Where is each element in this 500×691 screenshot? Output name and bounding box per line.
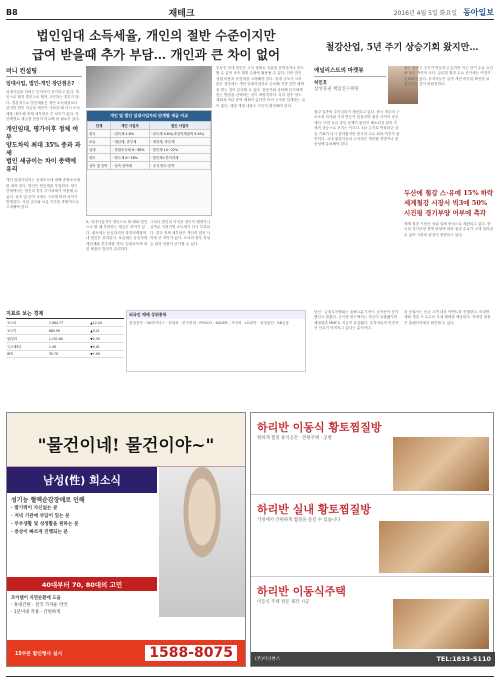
- ad-tagline: 편하게 찜질 휴식공간 · 전원주택 · 공방: [257, 436, 332, 441]
- issue-date: 2016년 4월 5일 화요일: [393, 10, 458, 17]
- column-kicker: 머니 컨설팅: [6, 66, 82, 77]
- article-column-3: 그러나 법인의 이익을 개인이 배당이나 급여로 가져가면 소득세가 다시 부과된다. 결국 전체 세부담은 개인과 법인 사이에 큰 차이가 없다. 오히려 장부 작성 등 관리 비용이 증가할 수 있다.: [150, 220, 211, 246]
- article-column-1: [6, 66, 82, 211]
- tax-comparison-table: [86, 110, 212, 216]
- subheading-1: 개인임대, 평가이후 정체 여부 양도차익 최대 35% 중과 과세 법인 세금이는 차이 중액에 유리: [6, 126, 81, 174]
- ad-red-banner: 40대부터 70, 80대의 고민: [7, 577, 157, 591]
- ad-phone-number: TEL:1833-5110: [436, 655, 491, 663]
- table-row: 코스닥 685.99 ▲3.21: [6, 327, 124, 335]
- ad-phone-number: 1588-8075: [145, 645, 237, 661]
- article-column-4: 부동산 임대 법인은 주식 형태로 지분을 증여하거나 양도할 수 있어 상속 계획 수립에 활용될 수 있다. 다만 법인 설립 비용과 운영비를 고려해야 한다. 임대 규모가 크지 않은 경우에는 개인 임대사업자로 등록해 각종 감면 혜택을 받는 것이 유리할 수 있다. 전문가와 상담해 본인에게 맞는 방법을 선택하는 것이 바람직하다. 특히 향후 양도 계획과 자녀 증여 계획이 있다면 미리 구조를 설계하는 것이 좋다. 세법 개정 내용도 꾸준히 확인해야 한다.: [216, 66, 305, 108]
- ad-product-photo: [379, 521, 489, 573]
- table-header: 개인 사업자: [111, 122, 149, 130]
- headline-line-1: 법인임대 소득세율, 개인의 절반 수준이지만: [36, 28, 276, 43]
- table-row: 임대 · 종합소득세 6~38% · 법인세 10~22%: [88, 146, 211, 154]
- section-title: 재테크: [168, 9, 195, 19]
- ad-headline: "물건이네! 물건이야~": [7, 413, 245, 467]
- ad-phone-bar: [7, 640, 245, 666]
- table-row: 상속 및 증여 · 상속·증여세 · 주식 양도·증여: [88, 162, 211, 170]
- side-subheading: [404, 188, 494, 218]
- ad-pharmacy-info: 조이템이 자연순환에 도움 · 휴대간편 · 전국 가까운 약국 · 1분이내 착용 · 간편하게: [11, 596, 68, 615]
- advertisement-sauna: [250, 412, 494, 667]
- side-article-body: 철강 업종의 투자심리가 개선되고 있다. 중국 정부의 구조조정 의지와 가격 반등이 맞물리며 철강 가격이 상승세다. 다만 공급 과잉 문제가 완전히 해소되지 않아 추세적 상승으로 보기는 이르다. 5년 주기로 반복되던 상승 기회가 다시 찾아왔지만 중국의 수요 회복 여부가 관건이다. 국내 철강사들의 수익성은 개선될 전망이나 변동성에 유의해야 한다.: [314, 110, 400, 147]
- page-bottom-rule: [6, 676, 494, 677]
- side-sub-line: 세계철강 시장서 빅3에 50%: [404, 199, 488, 207]
- table-header: 법인 사업자: [149, 122, 210, 130]
- article-body: 임대사업을 하려는 투자자가 증가하고 있다. 개인으로 할지 법인으로 할지 고민하는 경우가 많다. 결론적으로 법인세율은 개인 소득세율보다 낮지만 법인 자금을 개인이 가져갈 때 다시 소득세를 내야 해 전체 세부담은 큰 차이가 없다. 각 단계별로 세금을 꼼꼼히 비교해 볼 필요가 있다.: [6, 90, 80, 122]
- ad-product-photo: [393, 437, 489, 491]
- table-row: 국고채3년 1.49 ▼0.01: [6, 343, 124, 351]
- table-row: 양도 · 양도세 6~38% · 법인세+추가과세: [88, 154, 211, 162]
- side-article-body-2: 최근 철강주 주가가 반등하고 있지만 이는 단기 수급 요인에 따른 측면이 크다. 글로벌 철강 수요 증가세는 여전히 둔화되어 있다. 투자자들은 실적 개선 여부를 확인한 뒤 접근하는 것이 바람직하다.: [404, 66, 493, 87]
- index-box-title: 지표로 보는 경제: [6, 310, 124, 319]
- ad-promo-label: 15쿠폰 할인행사 실시: [15, 651, 63, 657]
- lower-article-1: 단신 · 금융투자협회는 올해 1분기 펀드 순자산이 증가했다고 밝혔다. 주식형 펀드에서는 자금이 유출됐지만 채권형과 MMF로 자금이 유입됐다. 투자자들의 안전자산 선호가 이어지고 있다는 분석이다.: [314, 310, 399, 331]
- lower-article-2: 한 증권사는 신규 고객 대상 이벤트를 진행한다. 비대면 계좌 개설 시 수수료 우대 혜택을 제공한다. 자세한 내용은 홈페이지에서 확인할 수 있다.: [404, 310, 491, 325]
- market-data-box: [126, 310, 306, 372]
- ad-product-photo: [393, 599, 489, 649]
- main-headline: [6, 26, 306, 64]
- table-row: 코스피 1,984.77 ▲12.44: [6, 319, 124, 327]
- ad-tagline: 가정에서 간편하게 찜질을 즐길 수 있습니다: [257, 518, 341, 523]
- table-row: 취득 · 취득세 4.6% · 취득세 4.6%(과밀억제권역 9.4%): [88, 130, 211, 138]
- market-box-body: 삼성전자 · SK하이닉스 · 현대차 · 한국전력 · POSCO · NAVER · 기아차 · LG화학 · 삼성물산 · KB금융: [129, 321, 290, 325]
- ad-model-photo: [159, 467, 245, 617]
- side-article-body-3: 세계 철강 시장은 상위 업체 중심으로 재편되고 있다. 중국의 경기부양 정책 방향에 따라 철강 수요가 크게 달라질 수 있어 시장의 관심이 집중되고 있다.: [404, 222, 493, 237]
- table-row: 원/달러 1,151.60 ▼2.30: [6, 335, 124, 343]
- article-column-2: A. 임대사업자가 개인으로 할 때와 법인으로 할 때 부담하는 세금은 차이가 있다. 취득세는 동일하지만 과밀억제권역 내 법인은 중과된다. 보유세는 동일하게 재산세와 종부세를 낸다. 임대소득에 대한 세율은 법인이 유리하다.: [86, 220, 148, 252]
- economic-index-box: [6, 310, 124, 358]
- headline-line-2: 급여 받을때 추가 부담… 개인과 큰 차이 없어: [31, 47, 281, 62]
- side-sub-line: 시진핑 경기부양 어부에 촉각: [404, 209, 487, 217]
- ad-tagline: 이동식 주택 전문 제작 시공: [257, 600, 310, 605]
- page-header: [6, 6, 494, 20]
- table-header: 단계: [88, 122, 111, 130]
- analyst-name: 허민호: [314, 81, 328, 86]
- advertisement-health: [6, 412, 246, 667]
- ad-company: (주)이너뷰스: [255, 657, 281, 662]
- page-number: B8: [6, 8, 18, 17]
- ad-title: 하리반 이동식주택: [257, 585, 346, 598]
- ad-band: 남성(性) 희소식: [7, 467, 157, 493]
- market-box-title: 외국인 매매 상위종목: [127, 311, 305, 319]
- question-title: 임대사업, 법인-개인 장단점은?: [6, 81, 75, 87]
- article-photo: [86, 66, 212, 108]
- article-body: 개인 임대사업자는 임대소득에 대해 종합소득세를 내야 한다. 법인은 법인세를 부담한다. 양도 단계에서는 법인의 경우 추가과세가 적용될 수 있다. 상속 및 증여 시에도 구조에 따라 차이가 발생한다. 사업 규모와 보유 기간을 종합적으로 고려해야 한다.: [6, 178, 80, 210]
- side-headline: 철강산업, 5년 주기 상승기회 왔지만…: [325, 43, 479, 53]
- profile-title: 애널리스트의 마켓뷰: [314, 66, 386, 77]
- paper-logo: 동아일보: [463, 8, 494, 17]
- side-sub-line: 두산에 철강 스·유예 15% 하락: [404, 189, 494, 197]
- ad-body: 성기능 혈액순감장애로 인해 · 발기력이 자신없는 분 · 저녁 기관에 부담이 있는 분 · 부부생활 및 성생활을 원하는 분 · 증상이 빠르게 진행되는 분: [11, 497, 85, 535]
- ad-title: 하리반 실내 황토찜질방: [257, 503, 371, 516]
- table-title: 개인 및 법인 임대사업자의 단계별 세금 비교: [87, 111, 211, 121]
- table-row: WTI 35.70 ▼1.09: [6, 351, 124, 358]
- table-row: 보유 · 재산세, 종부세 · 재산세, 종부세: [88, 138, 211, 146]
- ad-title: 하리반 이동식 황토찜질방: [257, 421, 382, 434]
- ad-footer: [251, 652, 495, 666]
- analyst-affiliation: 삼성증권 책임연구위원: [314, 87, 359, 92]
